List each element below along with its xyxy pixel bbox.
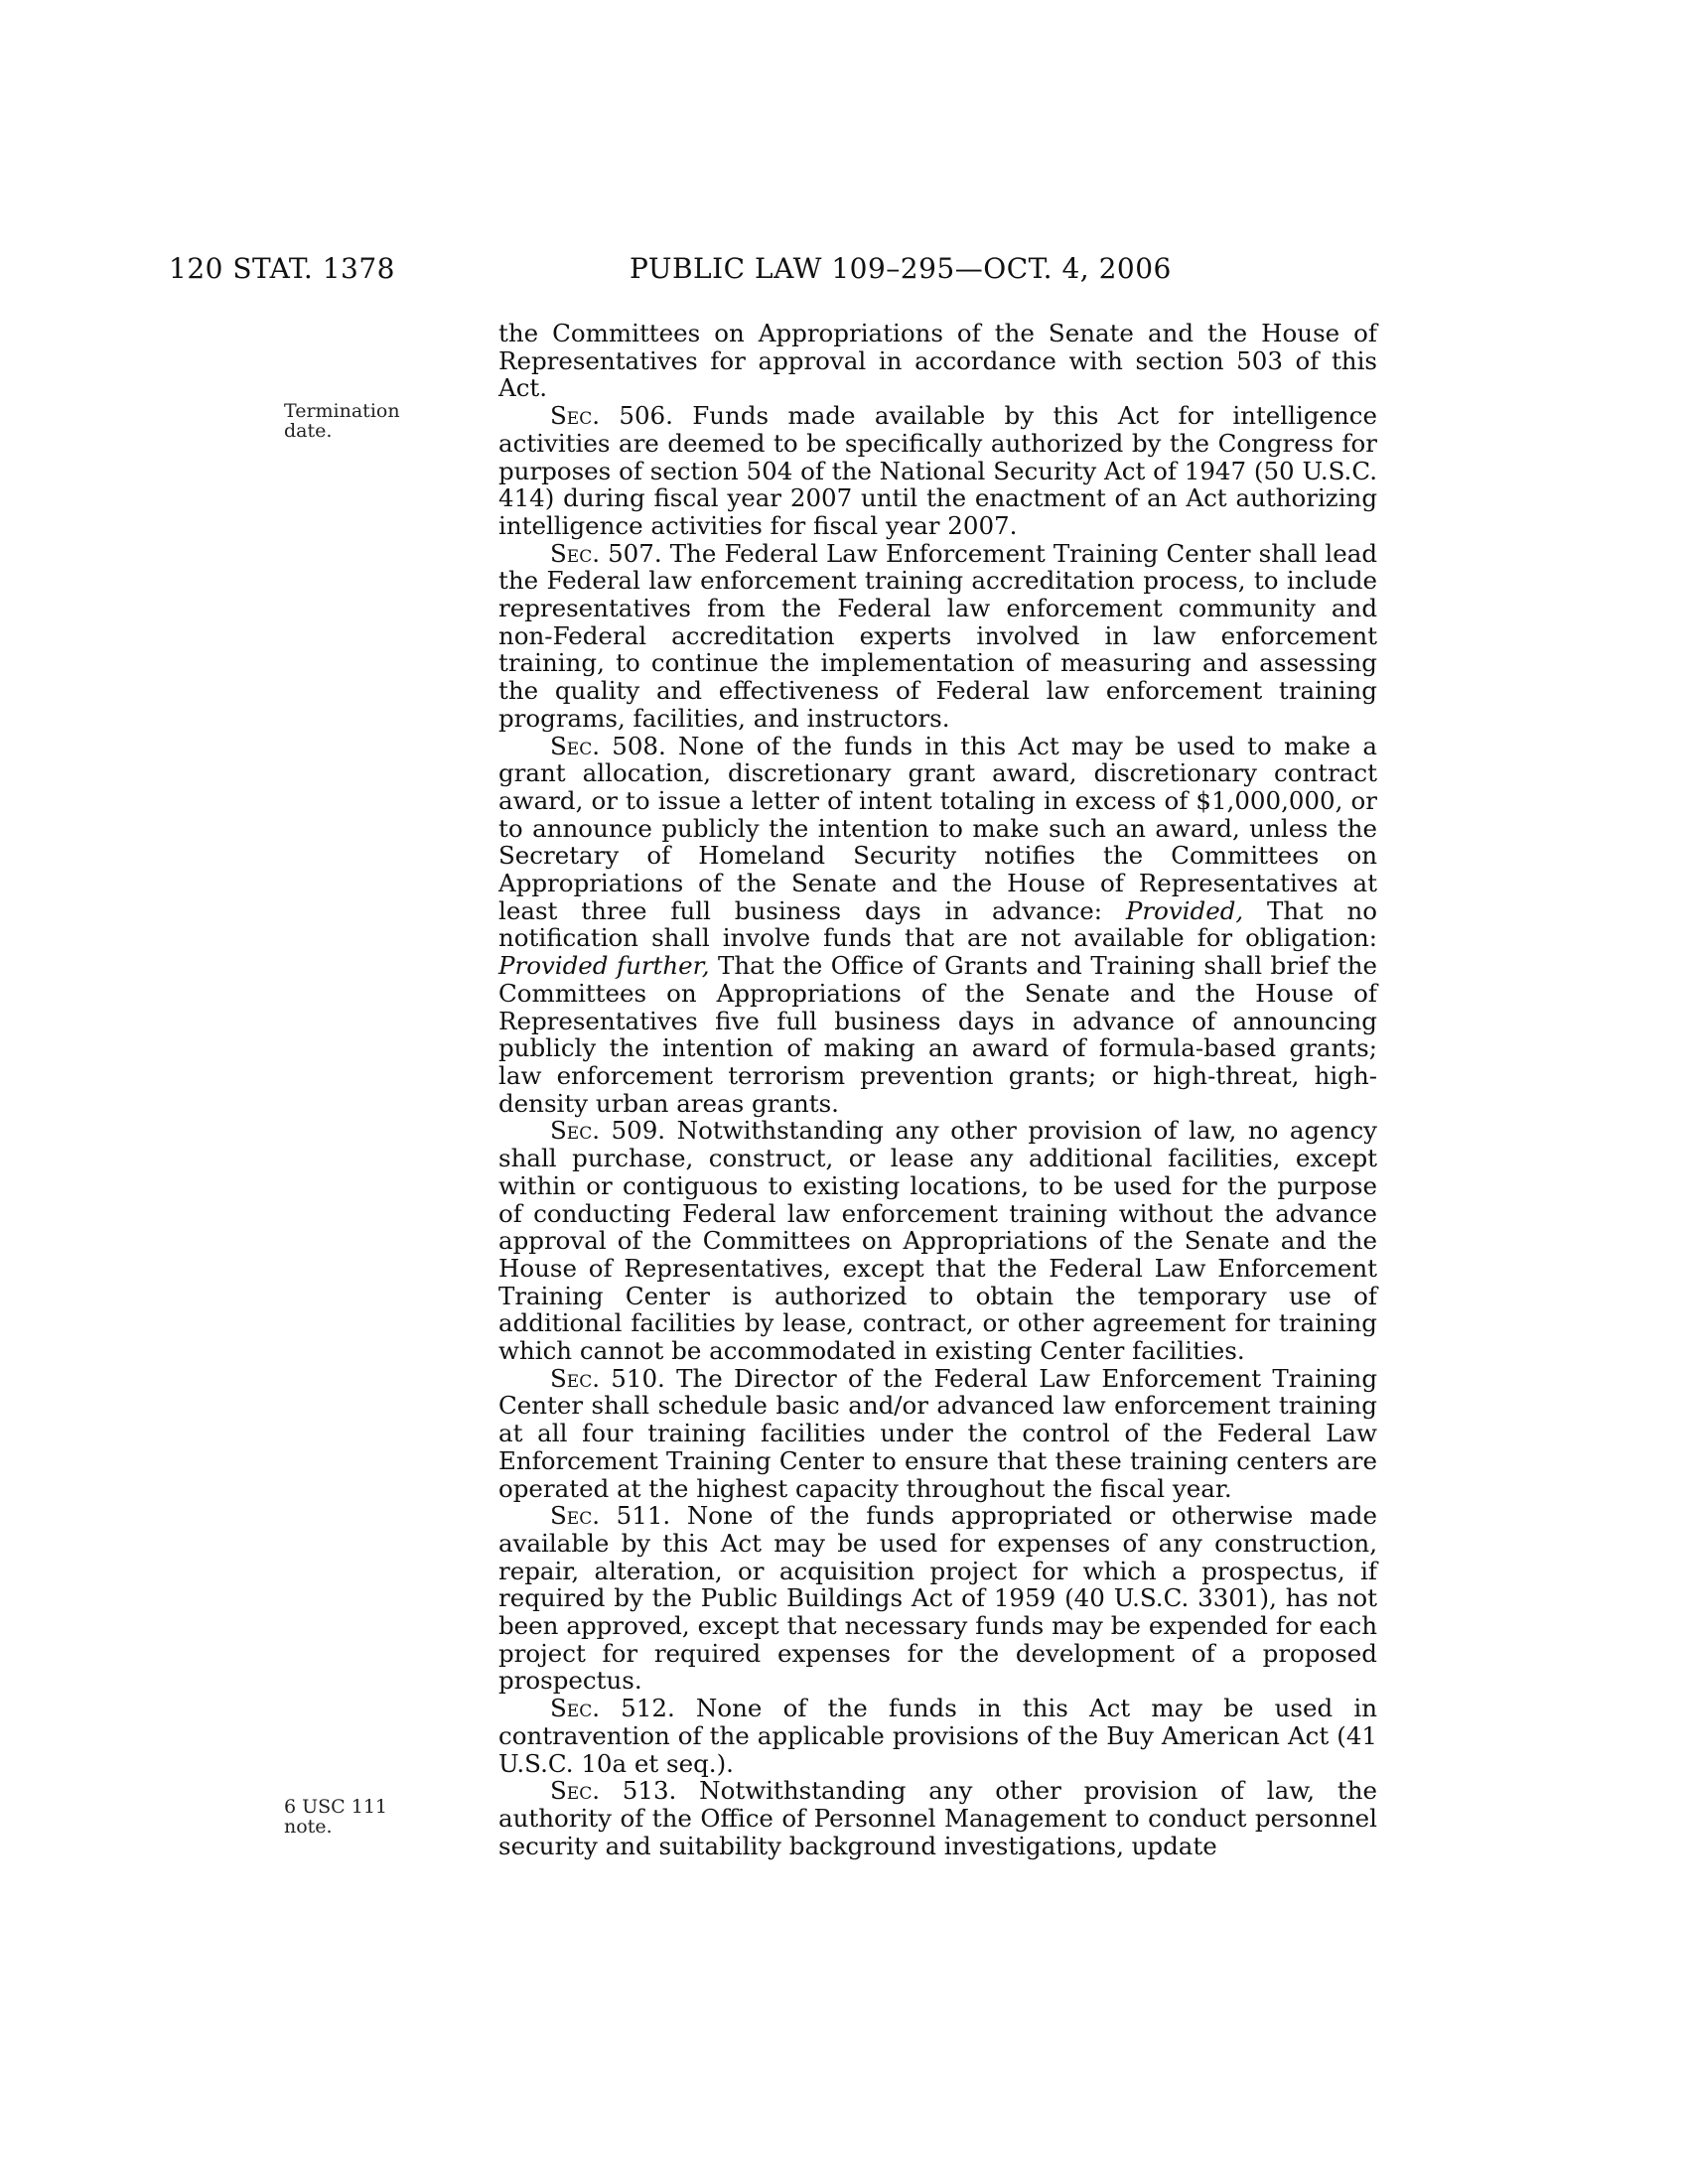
- section-label: Sec. 513.: [550, 1776, 677, 1806]
- paragraph-continuation: the Committees on Appropriations of the Senate and the House of Representatives for approval in accordance with section 503 of this Act.: [498, 319, 1377, 403]
- margin-note-line: Termination: [284, 400, 400, 422]
- section-label: Sec. 506.: [550, 401, 673, 431]
- section-510: [498, 1365, 1377, 1503]
- page-header: [0, 252, 1688, 292]
- margin-note-termination-date: [284, 401, 423, 441]
- section-label: Sec. 507.: [550, 538, 662, 568]
- section-label: Sec. 512.: [550, 1694, 675, 1723]
- proviso-label: Provided,: [1125, 895, 1244, 925]
- section-text: None of the funds in this Act may be used to make a grant allocation, discretionary grant award, discretionary contract award, or to issue a letter of intent totaling in excess of $1,000,000, or to announce publicly the intention to make such an award, unless the Secretary of Homeland Security notifies the Committees on Appropriations of the Senate and the House of Representatives at least three full business days in advance:: [498, 731, 1377, 925]
- margin-note-usc: [284, 1797, 423, 1837]
- section-text: None of the funds appropriated or otherwise made available by this Act may be used for expenses of any construction, repair, alteration, or acquisition project for which a prospectus, if required by the Public Buildings Act of 1959 (40 U.S.C. 3301), has not been approved, except that necessary funds may be expended for each project for required expenses for the development of a proposed prospectus.: [498, 1501, 1377, 1696]
- section-506: [498, 402, 1377, 540]
- section-text: Notwithstanding any other provision of law, the authority of the Office of Personnel Management to conduct personnel security and suitability background investigations, update: [498, 1776, 1377, 1860]
- section-511: [498, 1502, 1377, 1695]
- statute-page-number: 120 STAT. 1378: [169, 252, 395, 285]
- margin-note-line: date.: [284, 420, 333, 442]
- body-text: [498, 320, 1377, 1859]
- public-law-title: PUBLIC LAW 109–295—OCT. 4, 2006: [630, 252, 1172, 285]
- section-513: [498, 1777, 1377, 1859]
- section-text: That no notification shall involve funds that are not available for obligation:: [498, 895, 1378, 953]
- section-text: Funds made available by this Act for intelligence activities are deemed to be specifically authorized by the Congress for purposes of section 504 of the National Security Act of 1947 (50 U.S.C. 414) during fiscal year 2007 until the enactment of an Act authorizing intelligence activities for fiscal year 2007.: [498, 401, 1377, 540]
- section-text: That the Office of Grants and Training shall brief the Committees on Appropriations of the Senate and the House of Representatives five full business days in advance of announcing publicly the intention of making an award of formula-based grants; law enforcement terrorism prevention grants; or high-threat, high-density urban areas grants.: [498, 951, 1377, 1118]
- section-512: [498, 1695, 1377, 1777]
- section-label: Sec. 511.: [550, 1501, 671, 1531]
- section-label: Sec. 508.: [550, 731, 666, 760]
- section-text: The Federal Law Enforcement Training Center shall lead the Federal law enforcement training accreditation process, to include representatives from the Federal law enforcement community and non-Federal accreditation experts involved in law enforcement training, to continue the implementation of measuring and assessing the quality and effectiveness of Federal law enforcement training programs, facilities, and instructors.: [498, 538, 1378, 733]
- section-509: [498, 1117, 1377, 1364]
- section-text: None of the funds in this Act may be used in contravention of the applicable provisions of the Buy American Act (41 U.S.C. 10a et seq.).: [498, 1694, 1377, 1778]
- section-label: Sec. 510.: [550, 1363, 665, 1393]
- section-507: [498, 540, 1377, 733]
- section-508: [498, 733, 1377, 1118]
- section-text: Notwithstanding any other provision of law, no agency shall purchase, construct, or lease any additional facilities, except within or contiguous to existing locations, to be used for the purpose of conducting Federal law enforcement training without the advance approval of the Committees on Appropriations of the Senate and the House of Representatives, except that the Federal Law Enforcement Training Center is authorized to obtain the temporary use of additional facilities by lease, contract, or other agreement for training which cannot be accommodated in existing Center facilities.: [498, 1116, 1378, 1366]
- proviso-label: Provided further,: [498, 951, 710, 981]
- section-text: The Director of the Federal Law Enforcement Training Center shall schedule basic and/or advanced law enforcement training at all four training facilities under the control of the Federal Law Enforcement Training Center to ensure that these training centers are operated at the highest capacity throughout the fiscal year.: [498, 1363, 1378, 1503]
- margin-note-line: 6 USC 111 note.: [284, 1796, 387, 1838]
- section-label: Sec. 509.: [550, 1116, 666, 1146]
